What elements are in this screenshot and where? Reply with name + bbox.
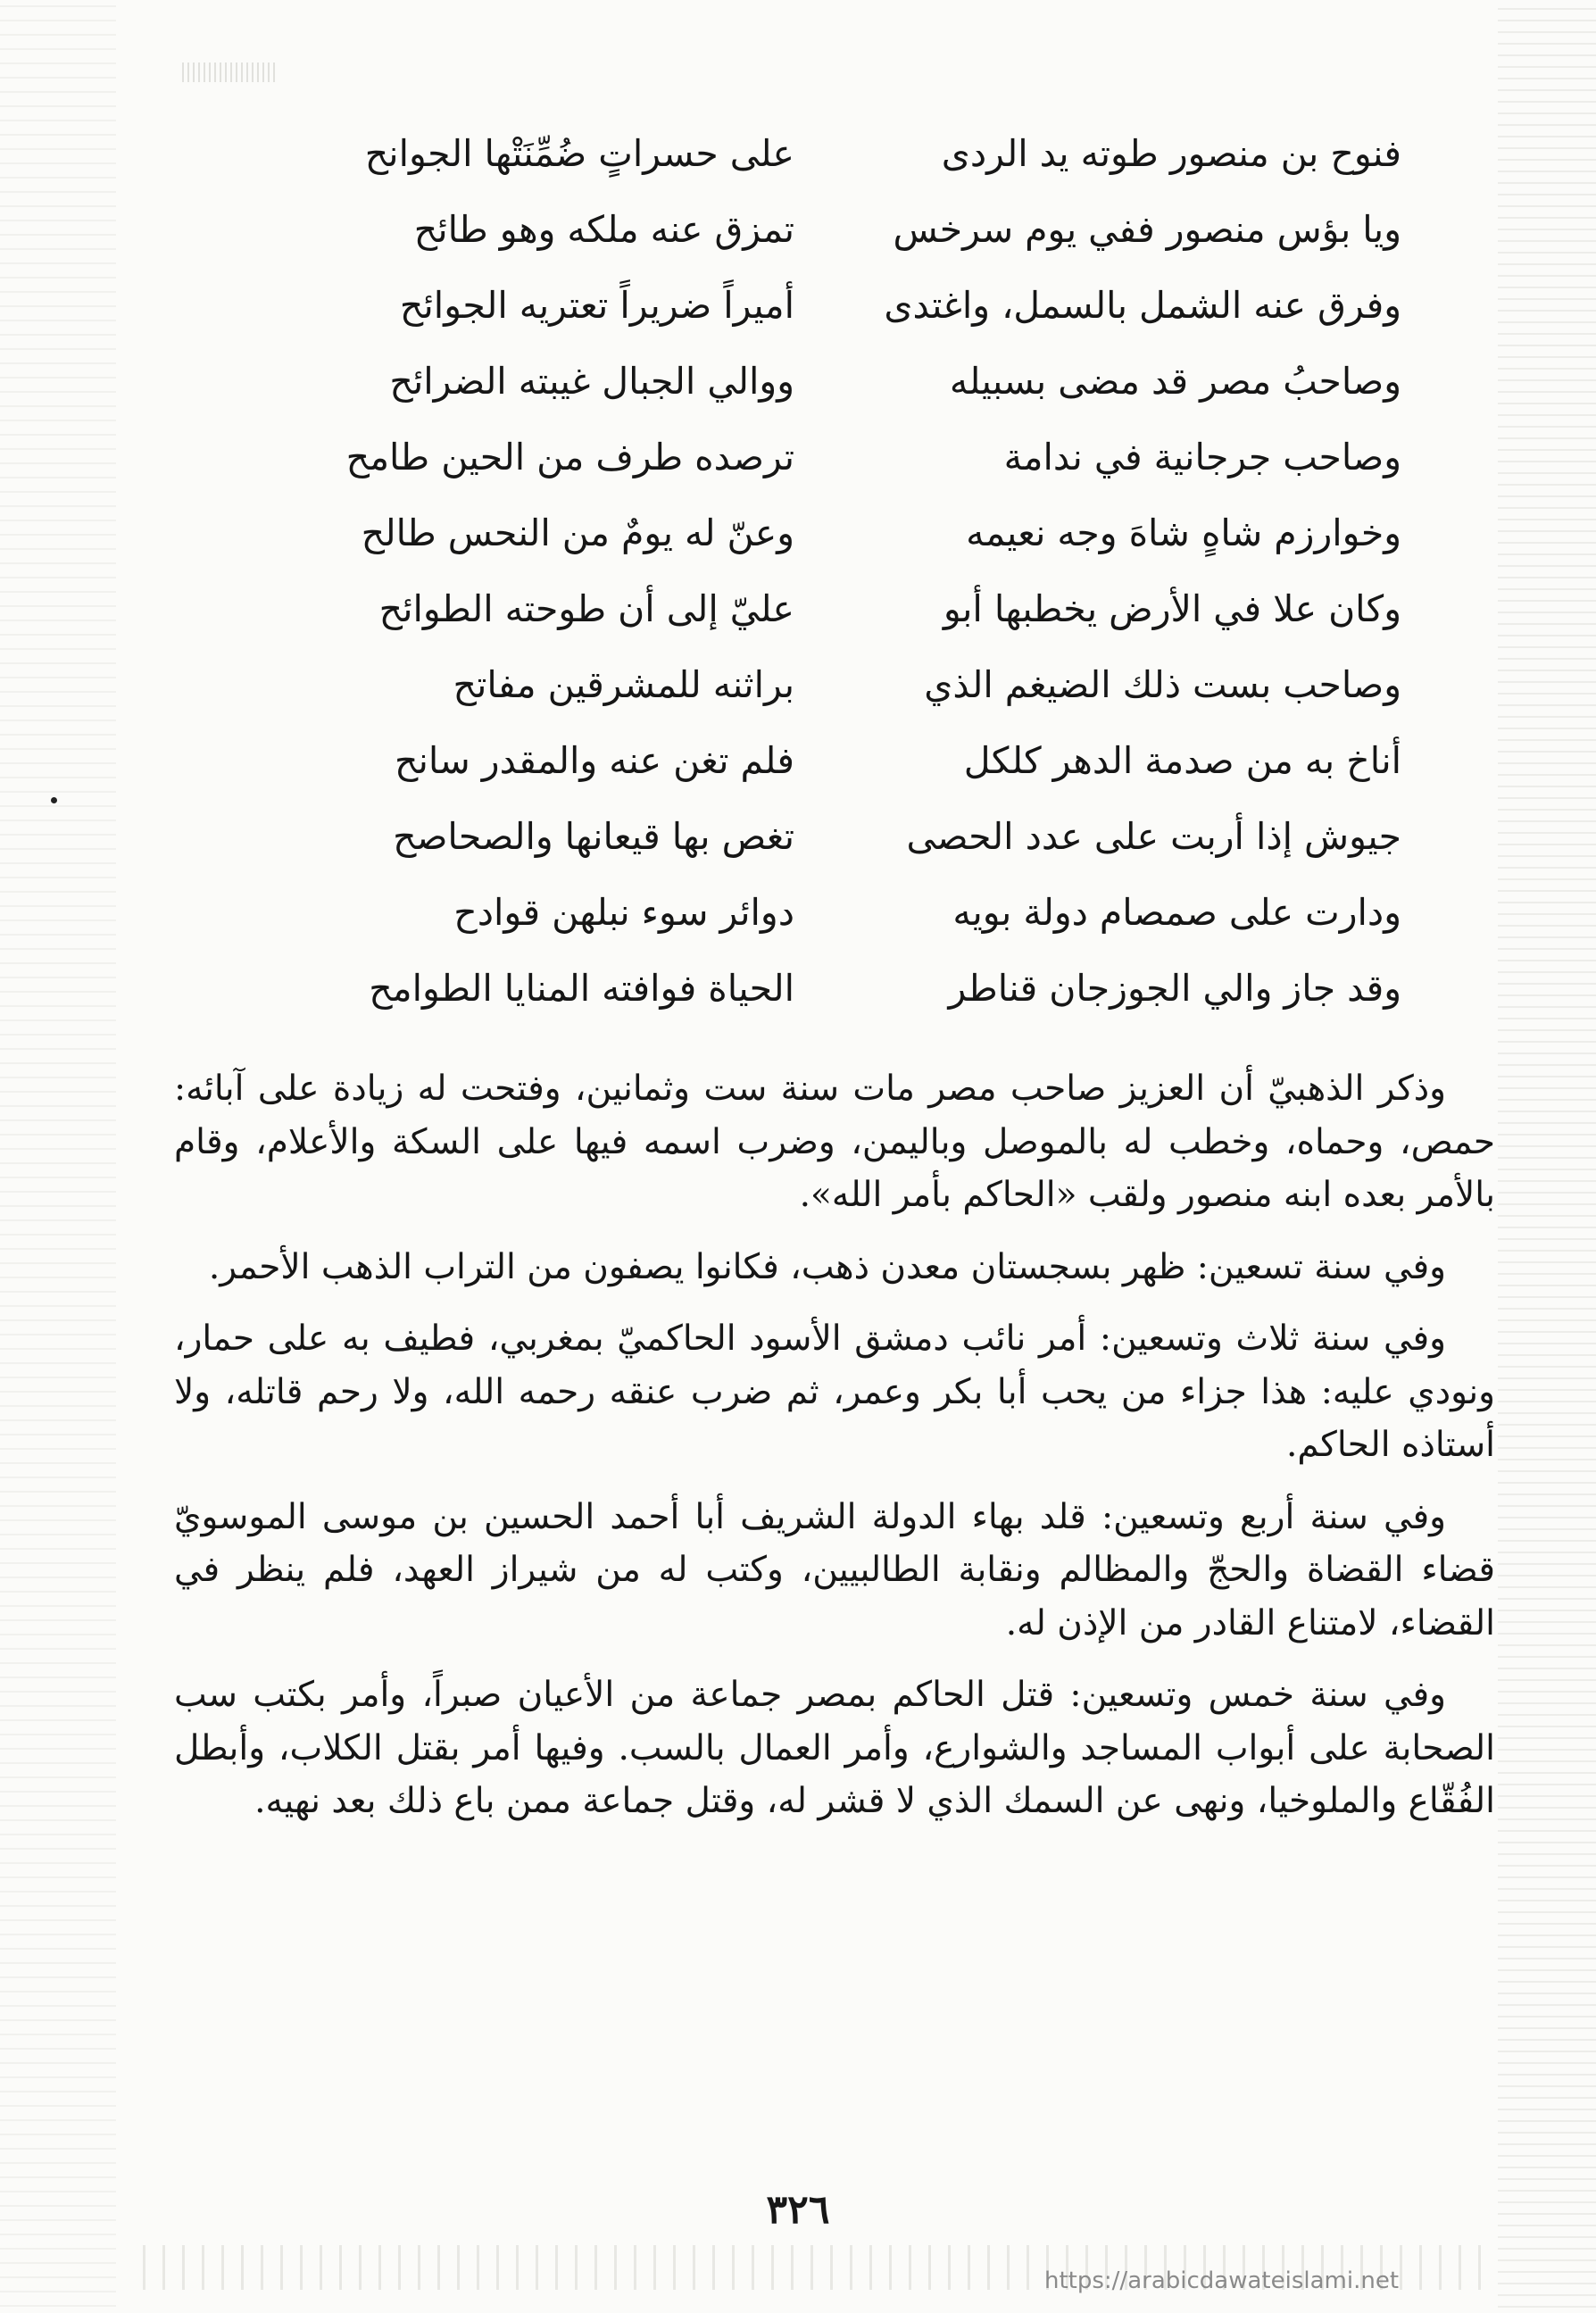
paragraph: وفي سنة خمس وتسعين: قتل الحاكم بمصر جماعة من الأعيان صبراً، وأمر بكتب سب الصحابة على أبواب المساجد والشوارع، وأمر العمال بالسب. وفيها أمر بقتل الكلاب، وأبطل الفُقّاع والملوخيا، ونهى عن السمك الذي لا قشر له، وقتل جماعة ممن باع ذلك بعد نهيه. bbox=[174, 1675, 1495, 1821]
verse-second-hemistich: أميراً ضريراً تعتريه الجوائح bbox=[399, 284, 794, 327]
paragraph: وذكر الذهبيّ أن العزيز صاحب مصر مات سنة ست وثمانين، وفتحت له زيادة على آبائه: حمص، وحماه، وخطب له بالموصل وباليمن، وضرب اسمه فيها على السكة والأعلام، وقام بالأمر بعده ابنه منصور ولقب «الحاكم بأمر الله». bbox=[174, 1069, 1495, 1215]
verse-first-hemistich: جيوش إذا أربت على عدد الحصى bbox=[906, 815, 1401, 858]
verse-first-hemistich: وقد جاز والي الجوزجان قناطر bbox=[948, 967, 1401, 1010]
poem-verse bbox=[259, 344, 1401, 420]
verse-second-hemistich: وعنّ له يومٌ من النحس طالح bbox=[361, 512, 794, 554]
verse-second-hemistich: تمزق عنه ملكه وهو طائح bbox=[413, 208, 794, 251]
verse-first-hemistich: ودارت على صمصام دولة بويه bbox=[952, 891, 1401, 934]
scan-smudge bbox=[179, 62, 277, 82]
verse-first-hemistich: فنوح بن منصور طوته يد الردى bbox=[941, 132, 1401, 175]
poem-verse bbox=[259, 495, 1401, 571]
verse-second-hemistich: ووالي الجبال غيبته الضرائح bbox=[389, 360, 794, 403]
verse-second-hemistich: عليّ إلى أن طوحته الطوائح bbox=[378, 587, 794, 630]
verse-first-hemistich: وكان علا في الأرض يخطبها أبو bbox=[943, 587, 1401, 630]
scan-noise-left bbox=[0, 0, 116, 2313]
verse-second-hemistich: دوائر سوء نبلهن قوادح bbox=[453, 891, 794, 934]
verse-first-hemistich: أناخ به من صدمة الدهر كلكل bbox=[963, 739, 1401, 782]
verse-second-hemistich: ترصده طرف من الحين طامح bbox=[345, 436, 794, 478]
stray-ink-dot bbox=[51, 797, 57, 803]
poem-block bbox=[259, 116, 1401, 1027]
verse-second-hemistich: على حسراتٍ ضُمِّنَتْها الجوانح bbox=[364, 132, 794, 175]
verse-second-hemistich: تغص بها قيعانها والصحاصح bbox=[393, 815, 794, 858]
paragraph: وفي سنة تسعين: ظهر بسجستان معدن ذهب، فكانوا يصفون من التراب الذهب الأحمر. bbox=[208, 1246, 1446, 1287]
poem-verse bbox=[259, 799, 1401, 875]
verse-first-hemistich: ويا بؤس منصور ففي يوم سرخس bbox=[893, 208, 1401, 251]
verse-first-hemistich: وصاحب جرجانية في ندامة bbox=[1003, 436, 1401, 478]
verse-first-hemistich: وفرق عنه الشمل بالسمل، واغتدى bbox=[884, 284, 1401, 327]
watermark-url: https://arabicdawateislami.net bbox=[1044, 2267, 1400, 2294]
poem-verse bbox=[259, 951, 1401, 1027]
scan-noise-right bbox=[1498, 0, 1596, 2313]
prose-body bbox=[174, 1062, 1495, 1847]
poem-verse bbox=[259, 116, 1401, 192]
poem-verse bbox=[259, 571, 1401, 647]
verse-second-hemistich: الحياة فوافته المنايا الطوامح bbox=[369, 967, 794, 1010]
verse-first-hemistich: وخوارزم شاهٍ شاهَ وجه نعيمه bbox=[966, 512, 1401, 554]
paragraph: وفي سنة أربع وتسعين: قلد بهاء الدولة الشريف أبا أحمد الحسين بن موسى الموسويّ قضاء القضاة والحجّ والمظالم ونقابة الطالبيين، وكتب له من شيراز العهد، فلم ينظر في القضاء، لامتناع القادر من الإذن له. bbox=[174, 1496, 1495, 1643]
poem-verse bbox=[259, 420, 1401, 495]
poem-verse bbox=[259, 268, 1401, 344]
verse-first-hemistich: وصاحب بست ذلك الضيغم الذي bbox=[924, 663, 1401, 706]
paragraph: وفي سنة ثلاث وتسعين: أمر نائب دمشق الأسود الحاكميّ بمغربي، فطيف به على حمار، ونودي عليه: هذا جزاء من يحب أبا بكر وعمر، ثم ضرب عنقه رحمه الله، ولا رحم قاتله، ولا أستاذه الحاكم. bbox=[174, 1319, 1495, 1465]
verse-second-hemistich: براثنه للمشرقين مفاتح bbox=[453, 663, 794, 706]
poem-verse bbox=[259, 647, 1401, 723]
verse-first-hemistich: وصاحبُ مصر قد مضى بسبيله bbox=[949, 360, 1401, 403]
page-number: ٣٢٦ bbox=[766, 2187, 830, 2233]
verse-second-hemistich: فلم تغن عنه والمقدر سانح bbox=[395, 739, 794, 782]
poem-verse bbox=[259, 723, 1401, 799]
poem-verse bbox=[259, 192, 1401, 268]
poem-verse bbox=[259, 875, 1401, 951]
